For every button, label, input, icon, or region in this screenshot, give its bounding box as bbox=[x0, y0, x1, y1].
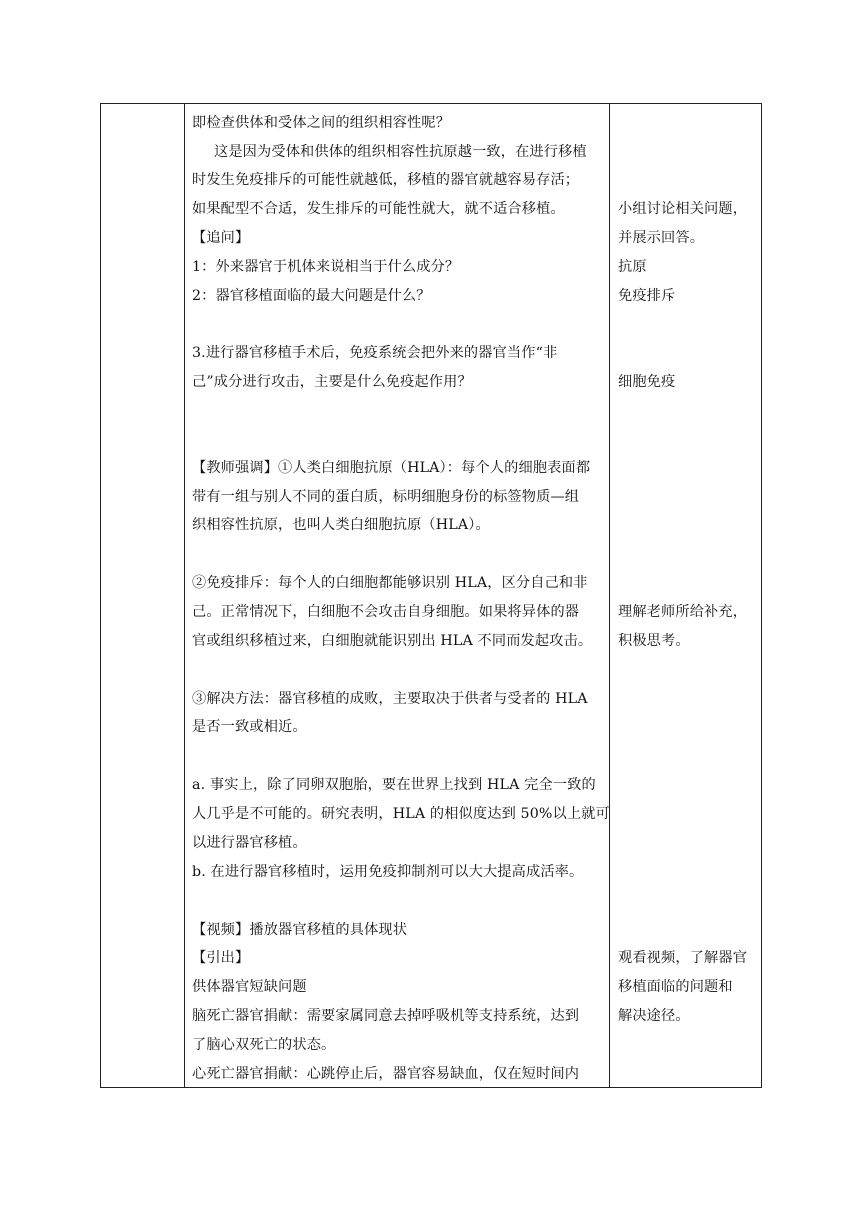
question-line: 1：外来器官于机体来说相当于什么成分？ bbox=[192, 259, 460, 275]
student-activity-line: 并展示回答。 bbox=[618, 230, 705, 246]
point-a-line: 人几乎是不可能的。研究表明，HLA 的相似度达到 50%以上就可 bbox=[192, 806, 610, 822]
answer-cellular-immunity: 细胞免疫 bbox=[618, 374, 676, 390]
immune-rejection-line: ②免疫排斥：每个人的白细胞都能够识别 HLA，区分自己和非 bbox=[192, 575, 588, 591]
brain-death-donation-line: 脑死亡器官捐献：需要家属同意去掉呼吸机等支持系统，达到 bbox=[192, 1008, 580, 1024]
section-heading-followup: 【追问】 bbox=[192, 230, 250, 246]
column-divider-right bbox=[609, 104, 610, 1087]
student-activity-line: 解决途径。 bbox=[618, 1008, 690, 1024]
student-activity-line: 观看视频，了解器官 bbox=[618, 950, 748, 966]
content-line: 时发生免疫排斥的可能性就越低，移植的器官就越容易存活； bbox=[192, 172, 580, 188]
content-line: 这是因为受体和供体的组织相容性抗原越一致，在进行移植 bbox=[214, 144, 587, 160]
student-activity-line: 小组讨论相关问题， bbox=[618, 201, 748, 217]
content-line: 即检查供体和受体之间的组织相容性呢？ bbox=[192, 115, 451, 131]
question-line: 己”成分进行攻击，主要是什么免疫起作用？ bbox=[192, 374, 472, 390]
solution-line: ③解决方法：器官移植的成败，主要取决于供者与受者的 HLA bbox=[192, 691, 588, 707]
brain-death-donation-line: 了脑心双死亡的状态。 bbox=[192, 1037, 336, 1053]
lesson-table bbox=[100, 103, 762, 1088]
point-a-line: a. 事实上，除了同卵双胞胎，要在世界上找到 HLA 完全一致的 bbox=[192, 777, 596, 793]
teacher-emphasis-line: 织相容性抗原，也叫人类白细胞抗原（HLA）。 bbox=[192, 517, 490, 533]
student-activity-line: 移植面临的问题和 bbox=[618, 979, 733, 995]
lead-in-heading: 【引出】 bbox=[192, 950, 250, 966]
video-heading: 【视频】播放器官移植的具体现状 bbox=[192, 922, 408, 938]
immune-rejection-line: 己。正常情况下，白细胞不会攻击自身细胞。如果将异体的器 bbox=[192, 604, 580, 620]
cardiac-death-donation-line: 心死亡器官捐献：心跳停止后，器官容易缺血，仅在短时间内 bbox=[192, 1066, 580, 1082]
immune-rejection-line: 官或组织移植过来，白细胞就能识别出 HLA 不同而发起攻击。 bbox=[192, 633, 593, 649]
answer-immune-rejection: 免疫排斥 bbox=[618, 288, 676, 304]
teacher-emphasis-line: 带有一组与别人不同的蛋白质，标明细胞身份的标签物质—组 bbox=[192, 489, 580, 505]
point-b-line: b. 在进行器官移植时，运用免疫抑制剂可以大大提高成活率。 bbox=[192, 864, 584, 880]
donor-shortage-line: 供体器官短缺问题 bbox=[192, 979, 307, 995]
question-line: 2：器官移植面临的最大问题是什么？ bbox=[192, 288, 431, 304]
teacher-emphasis-line: 【教师强调】①人类白细胞抗原（HLA）：每个人的细胞表面都 bbox=[192, 460, 591, 476]
question-line: 3.进行器官移植手术后，免疫系统会把外来的器官当作“非 bbox=[192, 345, 558, 361]
point-a-line: 以进行器官移植。 bbox=[192, 835, 307, 851]
solution-line: 是否一致或相近。 bbox=[192, 719, 307, 735]
student-activity-line: 理解老师所给补充， bbox=[618, 604, 748, 620]
column-divider-left bbox=[184, 104, 185, 1087]
content-line: 如果配型不合适，发生排斥的可能性就大，就不适合移植。 bbox=[192, 201, 565, 217]
answer-antigen: 抗原 bbox=[618, 259, 647, 275]
student-activity-line: 积极思考。 bbox=[618, 633, 690, 649]
